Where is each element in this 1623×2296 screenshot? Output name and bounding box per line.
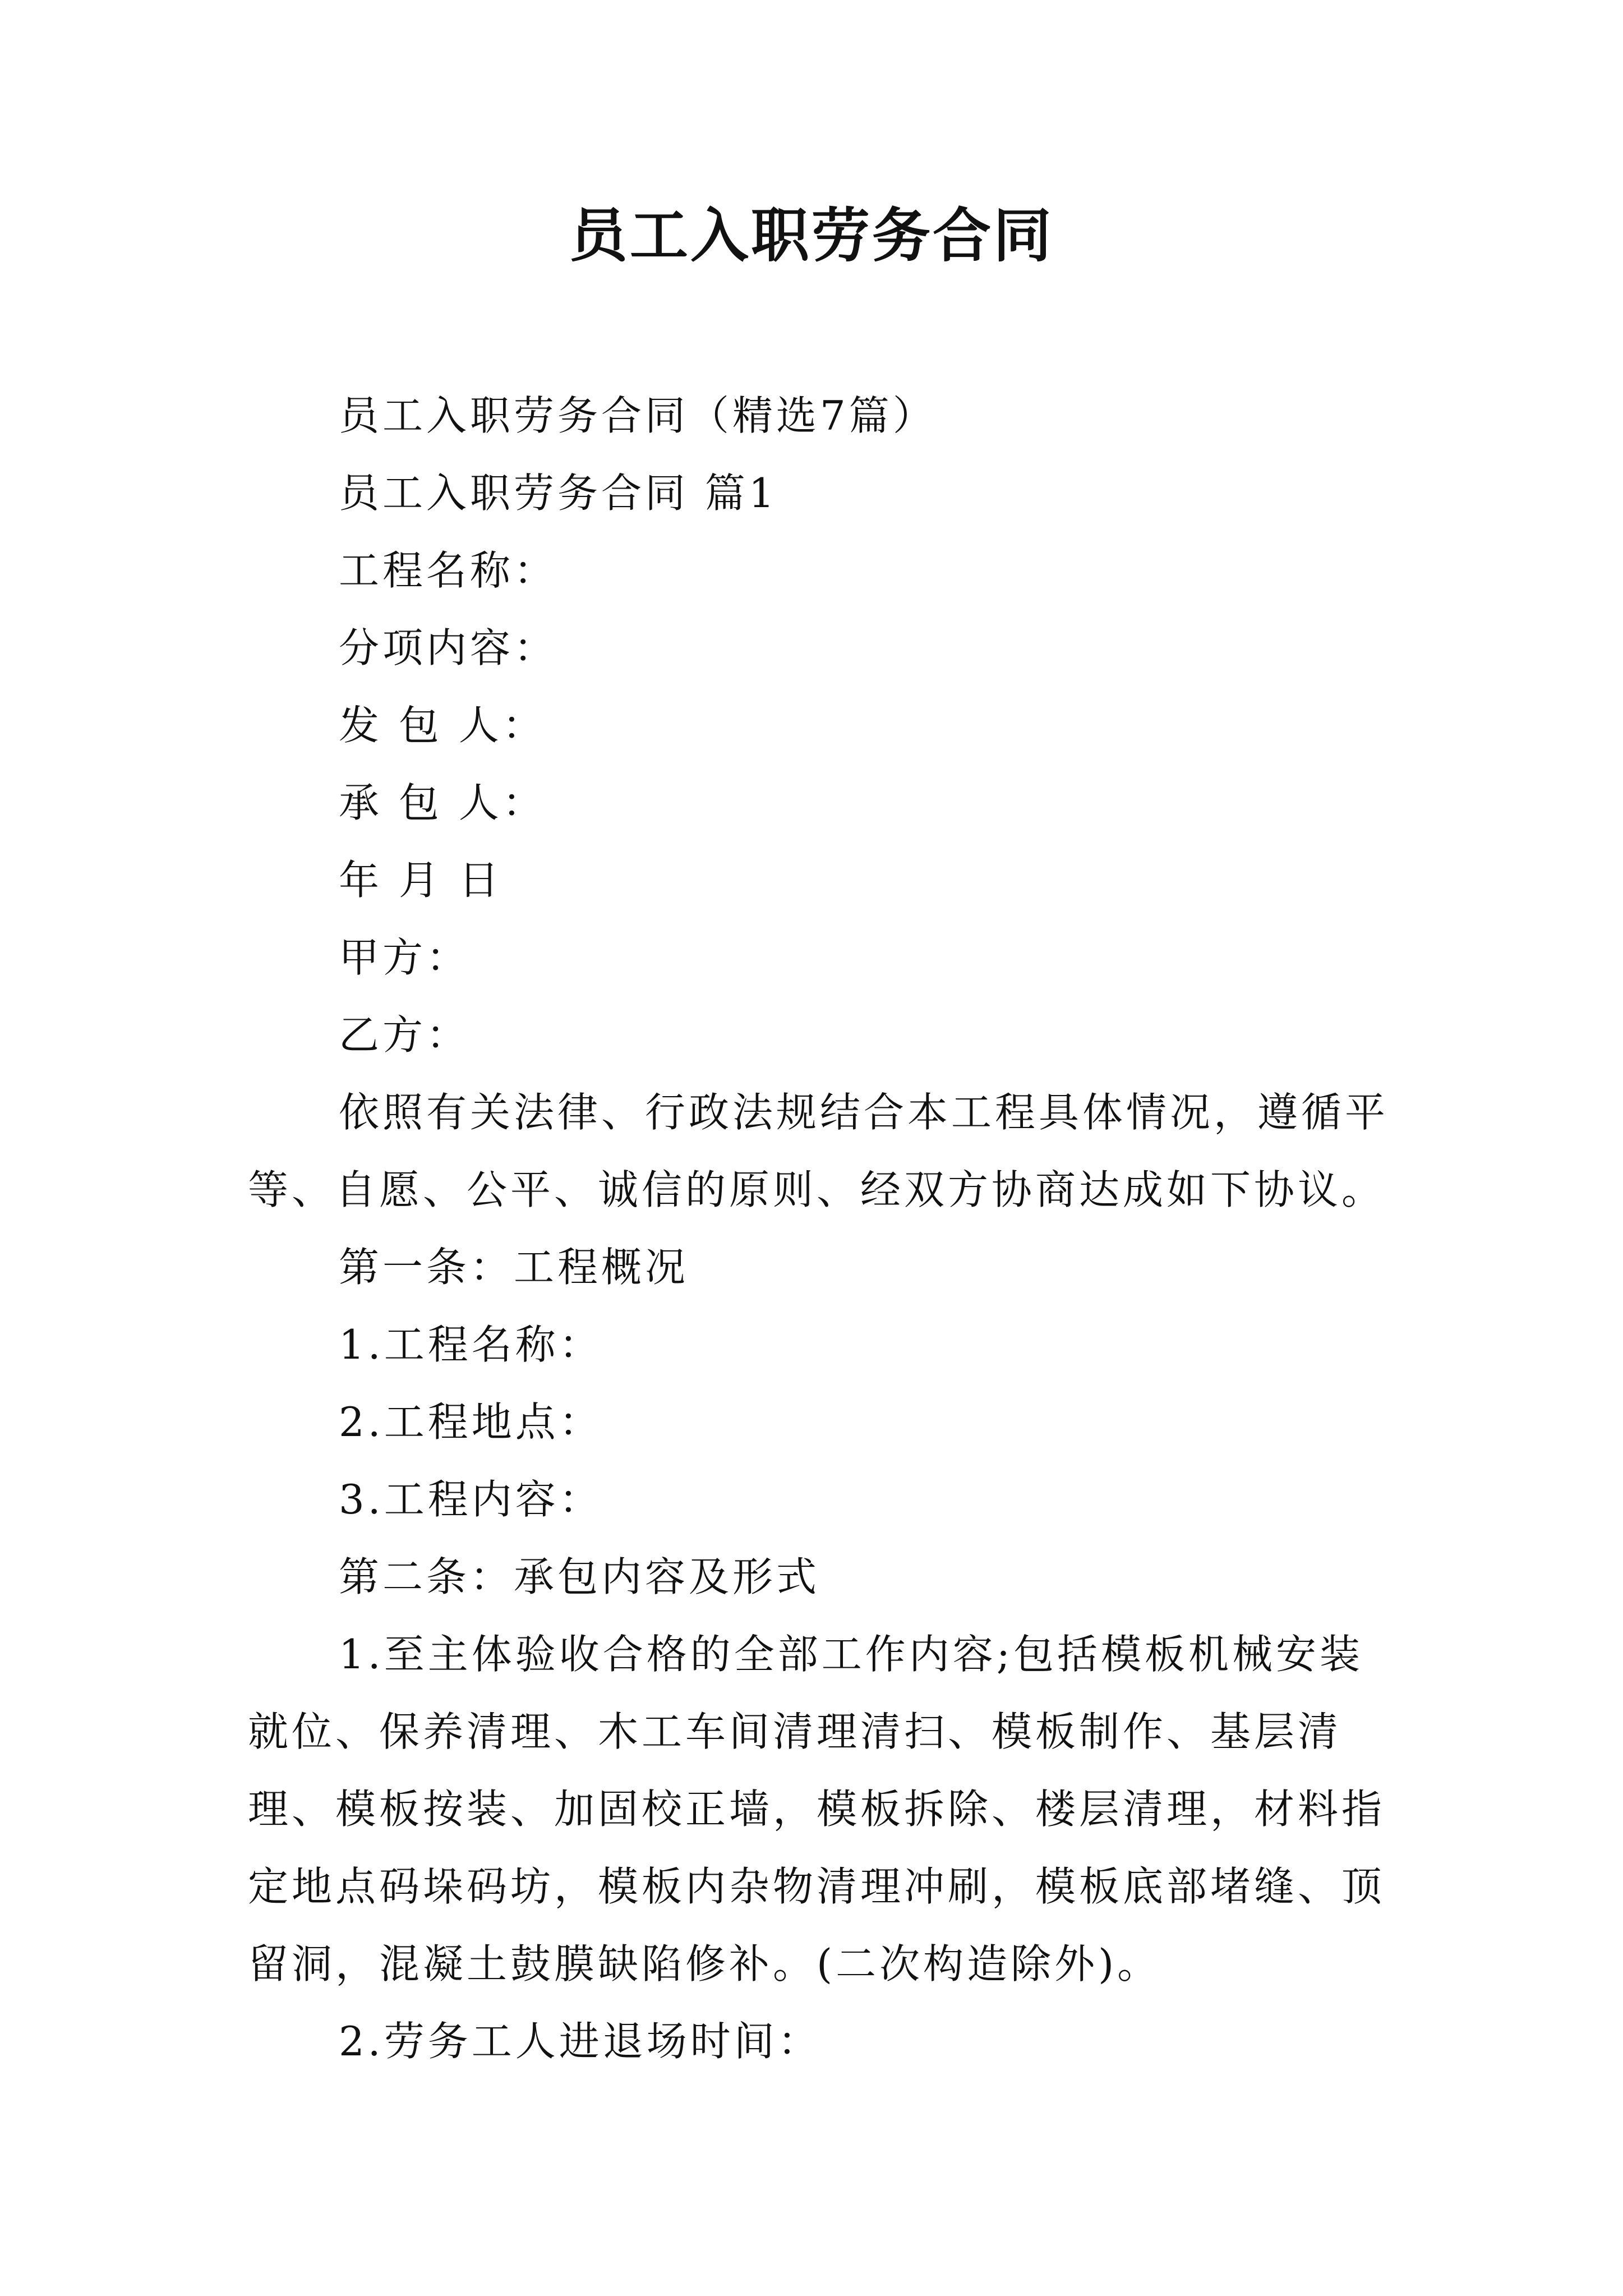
paragraph-item-2: 2.工程地点： bbox=[339, 1398, 603, 1446]
paragraph-article-2: 第二条：承包内容及形式 bbox=[339, 1553, 820, 1600]
paragraph-scope: 1.至主体验收合格的全部工作内容;包括模板机械安装就位、保养清理、木工车间清理清扫、模板制作、基层清理、模板按装、加固校正墙，模板拆除、楼层清理，材料指定地点码垛码坊，模板内杂物清理冲刷，模板底部堵缝、顶留洞，混凝土鼓膜缺陷修补。(二次构造除外)。 bbox=[248, 1631, 1386, 1987]
document-title: 员工入职劳务合同 bbox=[569, 201, 1054, 270]
paragraph-agreement-intro: 依照有关法律、行政法规结合本工程具体情况，遵循平等、自愿、公平、诚信的原则、经双方协商达成如下协议。 bbox=[248, 1089, 1389, 1213]
paragraph-item-3: 3.工程内容： bbox=[339, 1476, 603, 1523]
paragraph-contractor-receiver: 承 包 人： bbox=[339, 779, 546, 826]
paragraph-contractor-issuer: 发 包 人： bbox=[339, 702, 546, 749]
paragraph-worker-schedule: 2.劳务工人进退场时间： bbox=[339, 2018, 822, 2065]
paragraph-section-title: 员工入职劳务合同 篇1 bbox=[339, 470, 778, 517]
paragraph-item-1: 1.工程名称： bbox=[339, 1321, 603, 1368]
paragraph-heading: 员工入职劳务合同（精选7篇） bbox=[339, 392, 937, 439]
paragraph-project-name: 工程名称： bbox=[339, 547, 558, 594]
document-body bbox=[248, 377, 1395, 2080]
paragraph-party-b: 乙方： bbox=[339, 1011, 471, 1059]
paragraph-party-a: 甲方： bbox=[339, 934, 471, 981]
paragraph-date: 年 月 日 bbox=[339, 857, 502, 904]
paragraph-article-1: 第一条：工程概况 bbox=[339, 1244, 689, 1291]
paragraph-sub-content: 分项内容： bbox=[339, 624, 558, 671]
